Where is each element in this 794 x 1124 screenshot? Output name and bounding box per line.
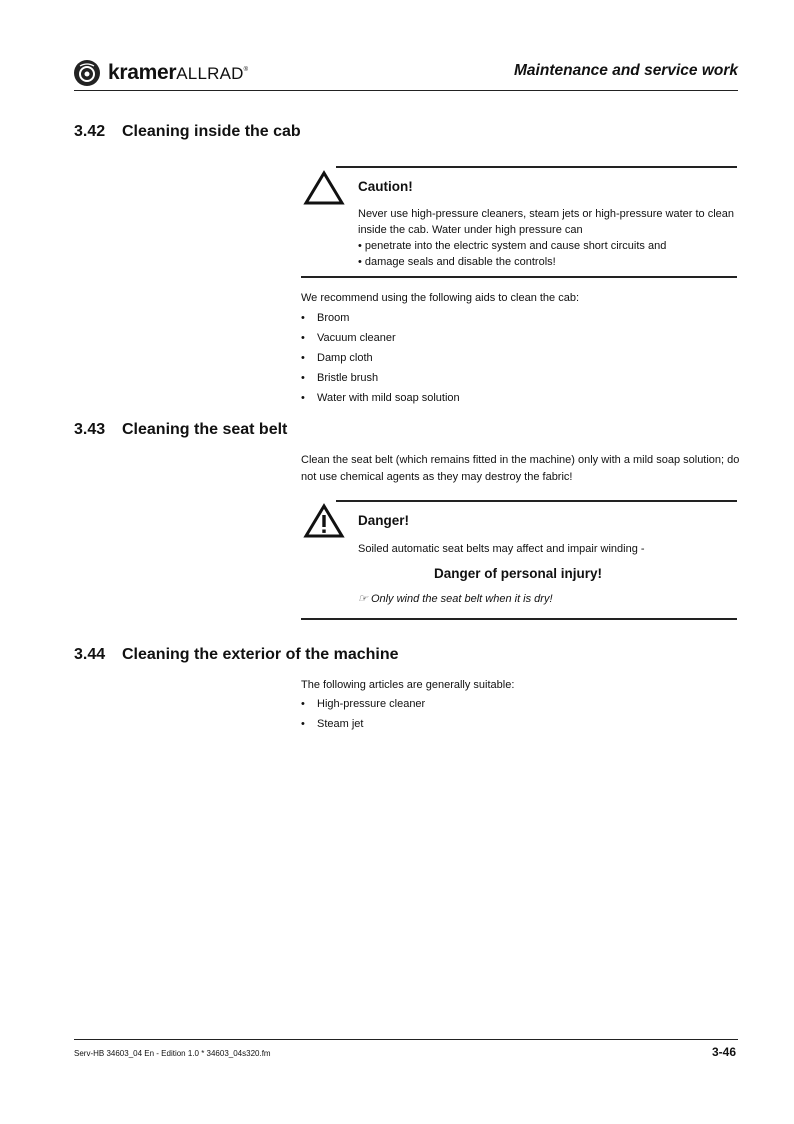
section-number: 3.44: [74, 646, 106, 663]
section-title: Cleaning the exterior of the machine: [122, 646, 399, 663]
cab-aids-list: [301, 308, 460, 408]
bullet: •: [301, 718, 305, 730]
list-item-text: Broom: [317, 312, 350, 324]
brand-name: [108, 61, 248, 85]
list-item: [301, 348, 460, 368]
bullet: •: [301, 312, 305, 324]
danger-title: Danger!: [358, 513, 410, 528]
registered-mark: ®: [243, 67, 248, 73]
danger-warning-icon: [303, 503, 345, 539]
list-item-text: Steam jet: [317, 718, 364, 730]
footer-rule: [74, 1039, 738, 1040]
section-number: 3.42: [74, 123, 106, 140]
list-item: [301, 308, 460, 328]
list-item: [301, 368, 460, 388]
danger-emphasis: Danger of personal injury!: [433, 566, 603, 581]
section-heading-3-42: [74, 123, 301, 141]
section-number: 3.43: [74, 421, 106, 438]
section-title: Cleaning inside the cab: [122, 123, 301, 140]
intro-line: not use chemical agents as they may destroy the fabric!: [301, 471, 573, 483]
bullet: •: [301, 698, 305, 710]
list-item: [301, 388, 460, 408]
exterior-intro: The following articles are generally suitable:: [301, 679, 515, 691]
bullet: •: [301, 372, 305, 384]
section-heading-3-44: [74, 646, 399, 664]
caution-top-rule: [336, 166, 737, 168]
list-item-text: Bristle brush: [317, 372, 379, 384]
brand-name-light: ALLRAD: [176, 64, 244, 83]
caution-text: [358, 206, 738, 270]
bullet: •: [301, 352, 305, 364]
section-title: Cleaning the seat belt: [122, 421, 288, 438]
danger-hint: [358, 592, 553, 605]
caution-line: inside the cab. Water under high pressure can: [358, 224, 583, 236]
danger-bottom-rule: [301, 618, 737, 620]
danger-text: Soiled automatic seat belts may affect and impair winding -: [358, 543, 645, 555]
exterior-list: [301, 694, 425, 734]
brand-logo-icon: [74, 60, 100, 86]
danger-top-rule: [336, 500, 737, 502]
caution-title: Caution!: [358, 179, 413, 194]
bullet: •: [301, 332, 305, 344]
bullet: •: [301, 392, 305, 404]
header-title: Maintenance and service work: [514, 62, 738, 79]
caution-bottom-rule: [301, 276, 737, 278]
list-item: [301, 714, 425, 734]
caution-triangle-icon: [303, 170, 345, 206]
header-rule: [74, 90, 738, 91]
list-item-text: Water with mild soap solution: [317, 392, 460, 404]
list-item-text: Damp cloth: [317, 352, 373, 364]
list-item-text: Vacuum cleaner: [317, 332, 396, 344]
brand-name-bold: kramer: [108, 61, 177, 84]
list-item-text: High-pressure cleaner: [317, 698, 426, 710]
section-heading-3-43: [74, 421, 287, 439]
pointing-hand-icon: ☞: [358, 593, 368, 605]
list-item: [301, 328, 460, 348]
seat-belt-intro: [301, 452, 741, 486]
caution-line: • damage seals and disable the controls!: [358, 256, 556, 268]
caution-line: Never use high-pressure cleaners, steam jets or high-pressure water to clean: [358, 208, 735, 220]
list-item: [301, 694, 425, 714]
intro-line: Clean the seat belt (which remains fitted in the machine) only with a mild soap solution; do: [301, 454, 740, 466]
page-number: 3-46: [711, 1045, 736, 1059]
danger-hint-text: Only wind the seat belt when it is dry!: [370, 593, 553, 605]
caution-line: • penetrate into the electric system and cause short circuits and: [358, 240, 667, 252]
footer-document-info: Serv-HB 34603_04 En - Edition 1.0 * 34603_04s320.fm: [74, 1049, 271, 1058]
cab-aids-intro: We recommend using the following aids to clean the cab:: [301, 292, 580, 304]
